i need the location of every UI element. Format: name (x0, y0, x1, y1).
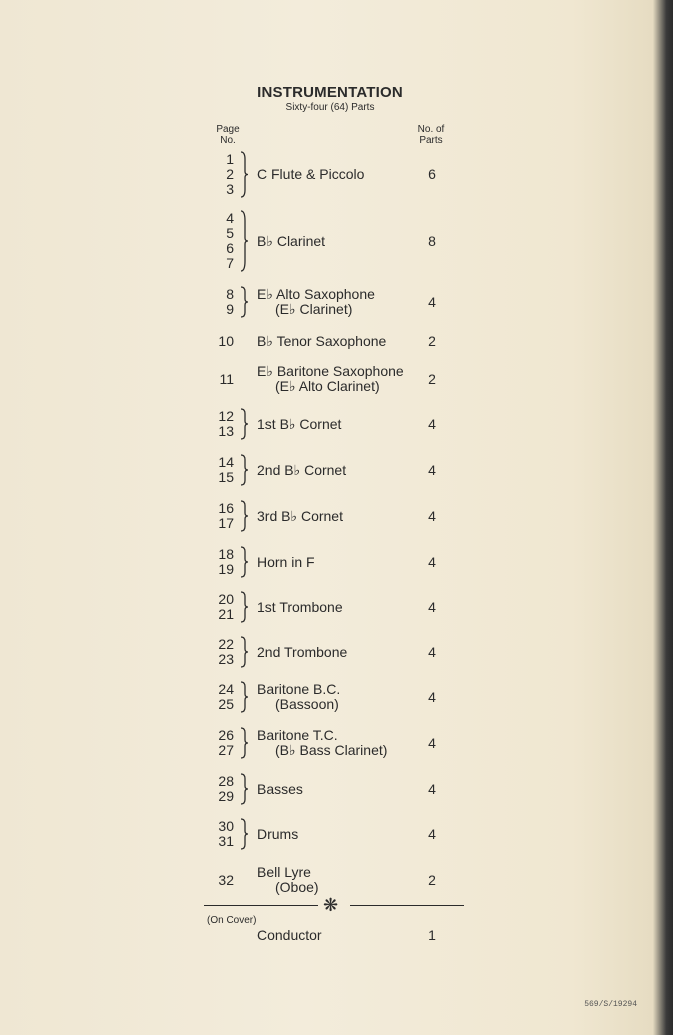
instrument-name: B♭ Clarinet (257, 232, 326, 249)
instrument-name: E♭ Alto Saxophone (257, 286, 375, 302)
parts-no-header-line: Parts (419, 135, 443, 146)
page-number: 28 (218, 773, 234, 789)
brace-icon (238, 286, 250, 318)
page-number: 25 (218, 696, 234, 712)
page-number: 16 (218, 500, 234, 516)
parts-count: 4 (428, 415, 436, 432)
page-no-header-line: Page (216, 124, 240, 135)
instrument-name: Basses (257, 780, 303, 797)
parts-count: 4 (428, 507, 436, 524)
brace-icon (238, 591, 250, 623)
instrument-alt-name: (Oboe) (275, 879, 319, 895)
parts-no-header-line: No. of (417, 124, 445, 135)
page-subtitle: Sixty-four (64) Parts (285, 102, 375, 113)
instrument-alt-name: (E♭ Clarinet) (275, 301, 353, 317)
page-number: 2 (226, 165, 234, 182)
parts-count: 4 (428, 780, 436, 797)
brace-icon (238, 773, 250, 805)
page-no-header-line: No. (220, 135, 236, 146)
page-number: 15 (218, 469, 234, 485)
page-number: 8 (226, 286, 234, 302)
page-number: 32 (218, 871, 234, 888)
brace-icon (238, 636, 250, 668)
conductor-count: 1 (428, 927, 436, 943)
page-number: 24 (218, 681, 234, 697)
instrument-alt-name: (B♭ Bass Clarinet) (275, 742, 388, 758)
instrument-name: E♭ Baritone Saxophone (257, 363, 404, 379)
parts-count: 6 (428, 165, 436, 182)
catalog-number: 569/S/19294 (584, 1000, 637, 1009)
page-number: 20 (218, 591, 234, 607)
page-number: 1 (226, 150, 234, 167)
page-title: INSTRUMENTATION (257, 84, 403, 101)
page-number: 23 (218, 651, 234, 667)
page-number: 21 (218, 606, 234, 622)
brace-icon (238, 454, 250, 486)
page-number: 30 (218, 818, 234, 834)
parts-count: 4 (428, 688, 436, 705)
instrument-name: 1st Trombone (257, 598, 343, 615)
instrument-alt-name: (Bassoon) (275, 696, 339, 712)
brace-icon (238, 818, 250, 850)
page-number: 17 (218, 515, 234, 531)
parts-count: 4 (428, 461, 436, 478)
brace-icon (238, 151, 250, 198)
page-number: 31 (218, 833, 234, 849)
brace-icon (238, 681, 250, 713)
page-no-header (208, 124, 248, 146)
instrument-name: B♭ Tenor Saxophone (257, 332, 387, 349)
brace-icon (238, 546, 250, 578)
ornament-star: ❋ (323, 895, 339, 915)
instrument-name: C Flute & Piccolo (257, 165, 365, 182)
instrument-name: Baritone T.C. (257, 727, 338, 743)
page-number: 22 (218, 636, 234, 652)
page-number: 19 (218, 561, 234, 577)
page-number: 26 (218, 727, 234, 743)
page-number: 29 (218, 788, 234, 804)
conductor-name: Conductor (257, 927, 322, 943)
page-number: 11 (219, 370, 234, 387)
instrument-name: 2nd Trombone (257, 643, 348, 660)
page-number: 27 (218, 742, 234, 758)
brace-icon (238, 210, 250, 272)
parts-count: 4 (428, 598, 436, 615)
divider-right (350, 905, 464, 906)
on-cover-label: (On Cover) (207, 915, 257, 926)
page-number: 7 (226, 255, 234, 271)
page-number: 13 (218, 423, 234, 439)
page-number: 9 (226, 301, 234, 317)
page-number: 12 (218, 408, 234, 424)
brace-icon (238, 408, 250, 440)
instrument-name: Bell Lyre (257, 864, 311, 880)
page-number: 3 (226, 180, 234, 197)
page-number: 18 (218, 546, 234, 562)
instrument-name: Horn in F (257, 553, 315, 570)
instrument-name: Drums (257, 825, 299, 842)
parts-count: 4 (428, 553, 436, 570)
page-number: 4 (226, 210, 234, 226)
parts-count: 4 (428, 293, 436, 310)
instrument-name: 2nd B♭ Cornet (257, 461, 347, 478)
brace-icon (238, 500, 250, 532)
page-number: 6 (226, 240, 234, 256)
parts-count: 4 (428, 643, 436, 660)
parts-count: 4 (428, 825, 436, 842)
parts-count: 2 (428, 370, 436, 387)
instrument-name: 3rd B♭ Cornet (257, 507, 343, 524)
parts-count: 2 (428, 332, 436, 349)
parts-count: 4 (428, 734, 436, 751)
page-number: 14 (218, 454, 234, 470)
brace-icon (238, 727, 250, 759)
instrument-name: Baritone B.C. (257, 681, 341, 697)
parts-count: 2 (428, 871, 436, 888)
page-number: 10 (218, 332, 234, 349)
parts-count: 8 (428, 232, 436, 249)
instrument-alt-name: (E♭ Alto Clarinet) (275, 378, 380, 394)
instrument-name: 1st B♭ Cornet (257, 415, 342, 432)
parts-no-header (406, 124, 456, 146)
divider-left (204, 905, 318, 906)
page-number: 5 (226, 225, 234, 241)
